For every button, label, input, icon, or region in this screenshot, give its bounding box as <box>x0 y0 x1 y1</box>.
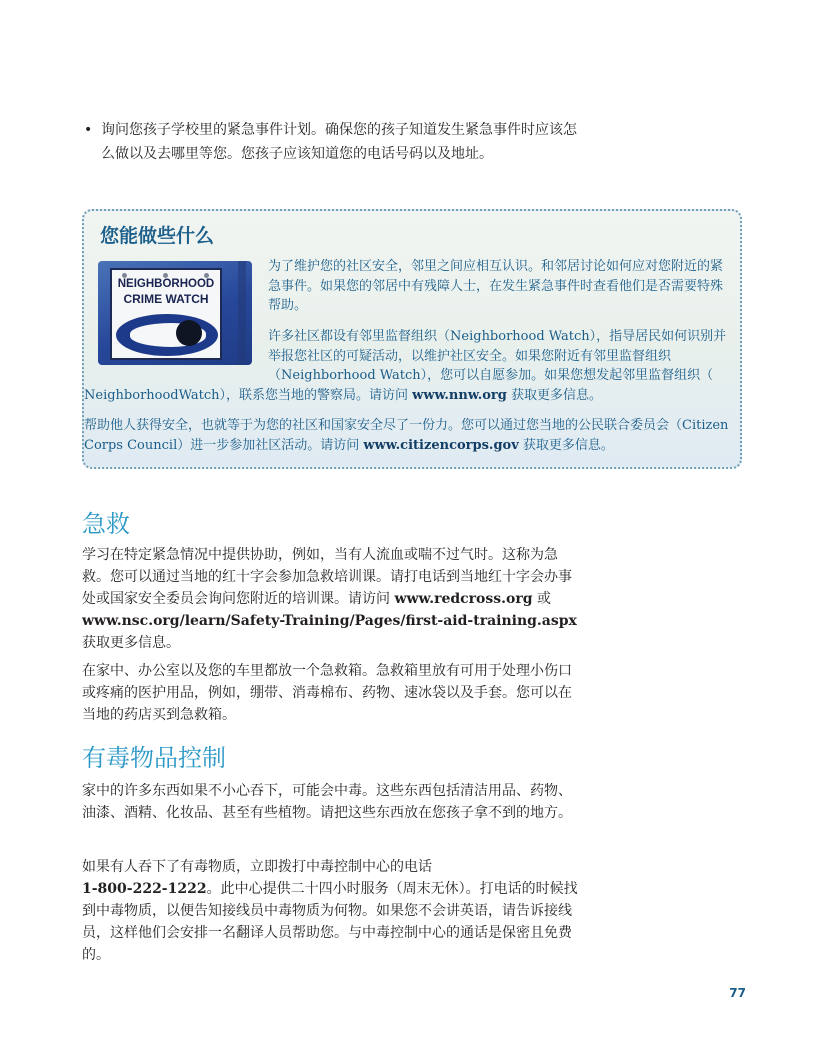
eye-icon <box>116 314 218 356</box>
sign-plate <box>110 268 222 360</box>
sign-line-2: CRIME WATCH <box>123 292 209 306</box>
bullet-marker: • <box>84 122 93 138</box>
neighborhood-crime-watch-sign-image <box>98 261 252 365</box>
callout-paragraph-2-bottom: NeighborhoodWatch），联系您当地的警察局。请访问 www.nnw.org 获取更多信息。 <box>84 388 602 403</box>
school-plan-bullet <box>84 118 584 166</box>
poison-hotline-number: 1-800-222-1222 <box>82 881 207 897</box>
nsc-link[interactable]: www.nsc.org/learn/Safety-Training/Pages/first-aid-training.aspx <box>82 613 577 629</box>
callout-paragraph-2-top: 许多社区都设有邻里监督组织（Neighborhood Watch），指导居民如何识别并举报您社区的可疑活动，以维护社区安全。如果您附近有邻里监督组织（Neighborhood Watch），您可以自愿参加。如果您想发起邻里监督组织（ <box>268 329 727 383</box>
page-number: 77 <box>729 986 746 1000</box>
first-aid-paragraph-1: 学习在特定紧急情况中提供协助，例如，当有人流血或喘不过气时。这称为急救。您可以通过当地的红十字会参加急救培训课。请打电话到当地红十字会办事处或国家安全委员会询问您附近的培训课。请访问 www.redcross.org 或 www.nsc.org/learn/Safety-Training/Pages/first-aid-training.aspx 获取更多信息。 <box>82 547 577 651</box>
eye-pupil <box>176 320 202 346</box>
callout-title: 您能做些什么 <box>100 225 215 247</box>
nnw-link[interactable]: www.nnw.org <box>412 388 507 403</box>
poison-paragraph-1: 家中的许多东西如果不小心吞下，可能会中毒。这些东西包括清洁用品、药物、油漆、酒精、化妆品、甚至有些植物。请把这些东西放在您孩子拿不到的地方。 <box>82 783 572 821</box>
first-aid-heading: 急救 <box>82 510 130 538</box>
citizencorps-link[interactable]: www.citizencorps.gov <box>363 437 519 453</box>
sign-line-1: NEIGHBORHOOD <box>117 278 215 290</box>
poison-paragraph-2: 如果有人吞下了有毒物质，立即拨打中毒控制中心的电话 1-800-222-1222。此中心提供二十四小时服务（周末无休）。打电话的时候找到中毒物质，以便告知接线员中毒物质为何物。如果您不会讲英语，请告诉接线员，这样他们会安排一名翻译人员帮助您。与中毒控制中心的通话是保密且免费的。 <box>82 859 578 963</box>
first-aid-paragraph-2: 在家中、办公室以及您的车里都放一个急救箱。急救箱里放有可用于处理小伤口或疼痛的医护用品，例如，绷带、消毒棉布、药物、速冰袋以及手套。您可以在当地的药店买到急救箱。 <box>82 663 572 723</box>
poison-control-heading: 有毒物品控制 <box>82 744 226 772</box>
callout-paragraph-1: 为了维护您的社区安全，邻里之间应相互认识。和邻居讨论如何应对您附近的紧急事件。如果您的邻居中有残障人士，在发生紧急事件时查看他们是否需要特殊帮助。 <box>268 259 724 313</box>
bullet-text: 询问您孩子学校里的紧急事件计划。确保您的孩子知道发生紧急事件时应该怎么做以及去哪里等您。您孩子应该知道您的电话号码以及地址。 <box>101 122 577 162</box>
sign-post <box>238 261 246 365</box>
redcross-link[interactable]: www.redcross.org <box>394 591 533 607</box>
what-you-can-do-callout <box>82 209 742 469</box>
callout-paragraph-3: 帮助他人获得安全，也就等于为您的社区和国家安全尽了一份力。您可以通过您当地的公民联合委员会（Citizen Corps Council）进一步参加社区活动。请访问 www.citizencorps.gov 获取更多信息。 <box>84 418 729 453</box>
